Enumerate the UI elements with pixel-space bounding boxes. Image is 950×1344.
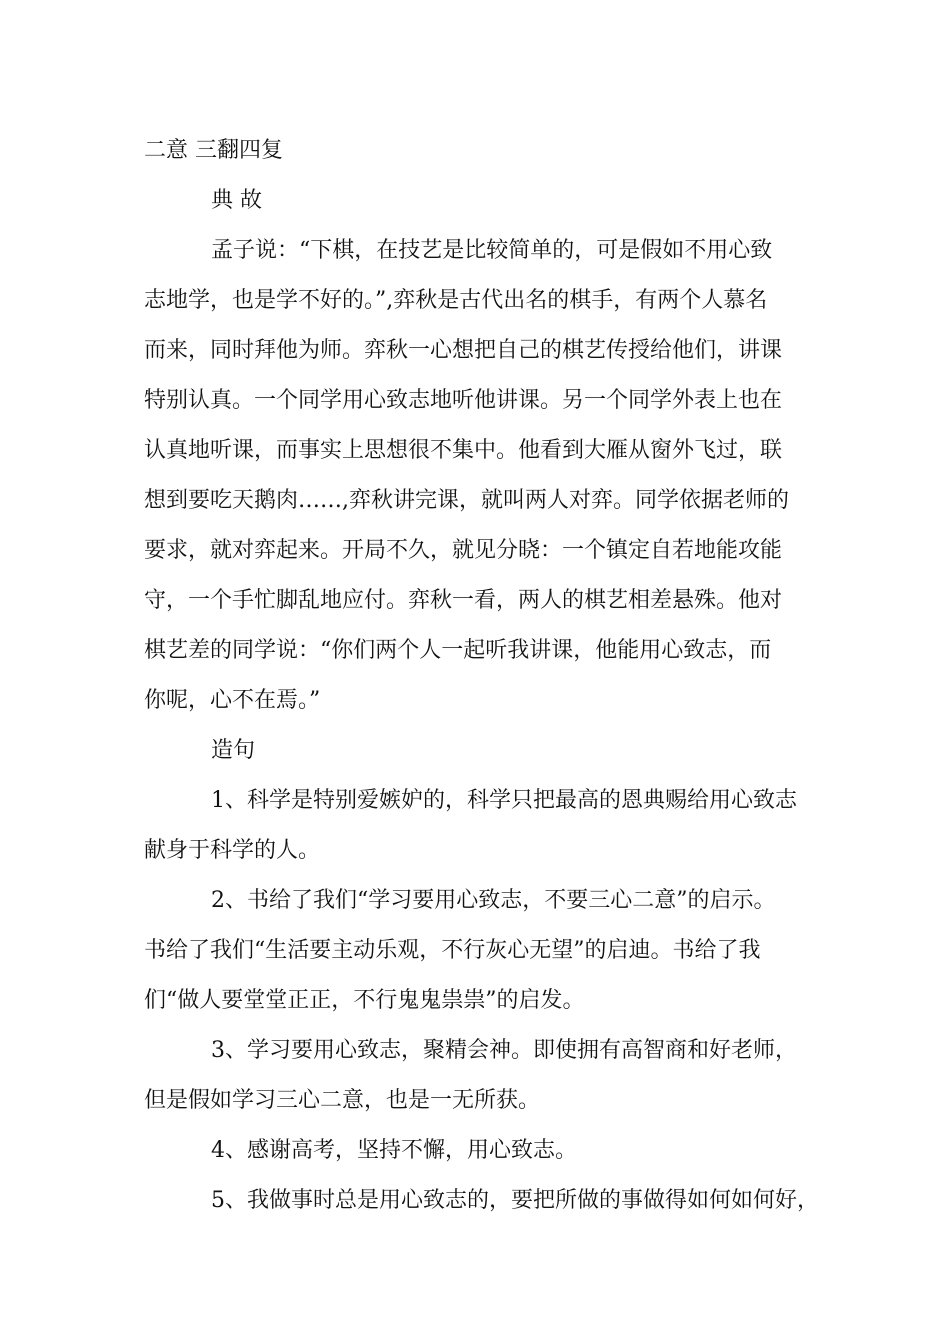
text-line: 认真地听课，而事实上思想很不集中。他看到大雁从窗外飞过，联 [144,438,783,463]
text-line: 而来，同时拜他为师。弈秋一心想把自己的棋艺传授给他们，讲课 [144,338,783,363]
text-line: 书给了我们“生活要主动乐观，不行灰心无望”的启迪。书给了我 [144,938,761,963]
text-line: 3、学习要用心致志，聚精会神。即使拥有高智商和好老师， [211,1038,797,1063]
text-line: 要求，就对弈起来。开局不久，就见分晓：一个镇定自若地能攻能 [144,538,783,563]
text-line: 守，一个手忙脚乱地应付。弈秋一看，两人的棋艺相差悬殊。他对 [144,588,783,613]
text-line: 特别认真。一个同学用心致志地听他讲课。另一个同学外表上也在 [144,388,783,413]
text-line: 献身于科学的人。 [144,838,321,863]
text-line: 棋艺差的同学说：“你们两个人一起听我讲课，他能用心致志，而 [144,638,772,663]
text-line: 2、书给了我们“学习要用心致志，不要三心二意”的启示。 [211,888,776,913]
text-line: 孟子说：“下棋，在技艺是比较简单的，可是假如不用心致 [211,238,773,263]
text-line: 二意 三翻四复 [144,138,283,163]
text-line: 1、科学是特别爱嫉妒的，科学只把最高的恩典赐给用心致志 [211,788,797,813]
heading-allusion: 典 故 [211,188,262,213]
text-line: 想到要吃天鹅肉……,弈秋讲完课，就叫两人对弈。同学依据老师的 [144,488,789,513]
text-line: 5、我做事时总是用心致志的，要把所做的事做得如何如何好， [211,1188,819,1213]
text-line: 们“做人要堂堂正正，不行鬼鬼祟祟”的启发。 [144,988,585,1013]
text-line: 4、感谢高考，坚持不懈，用心致志。 [211,1138,577,1163]
text-line: 但是假如学习三心二意，也是一无所获。 [144,1088,541,1113]
text-line: 志地学，也是学不好的。”,弈秋是古代出名的棋手，有两个人慕名 [144,288,768,313]
heading-sentences: 造句 [211,738,256,763]
text-line: 你呢，心不在焉。” [144,688,321,713]
